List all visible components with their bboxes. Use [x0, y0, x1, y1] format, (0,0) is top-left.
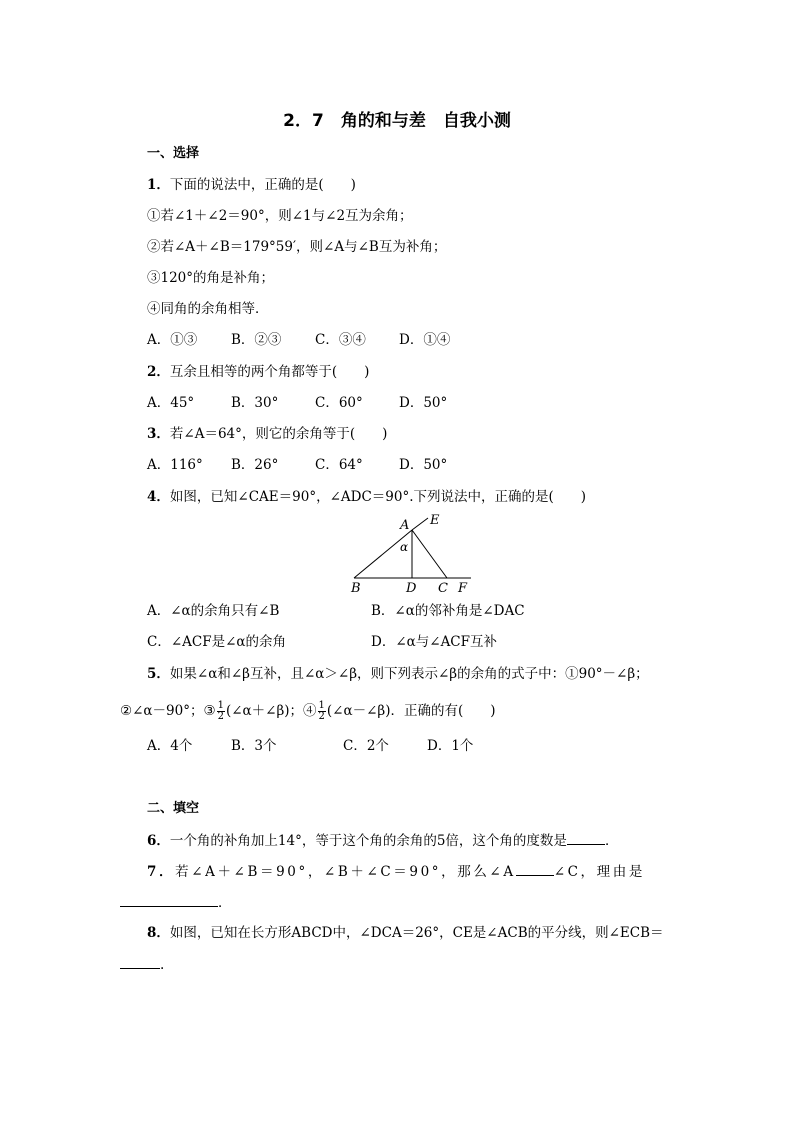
page-title: 2．7 角的和与差 自我小测 [283, 111, 511, 131]
question-number: 6． [147, 833, 170, 849]
question-6 [147, 830, 618, 851]
statement-3: ③120°的角是补角； [147, 270, 275, 286]
label-b: B [351, 581, 361, 596]
question-number: 7． [147, 864, 176, 880]
label-e: E [430, 513, 440, 528]
option-c[interactable]: C．64° [315, 457, 363, 473]
question-text: 如图，已知在长方形ABCD中，∠DCA＝26°，CE是∠ACB的平分线，则∠ECB＝ [169, 925, 664, 941]
question-5-options [147, 736, 473, 756]
statement-2: ②若∠A＋∠B＝179°59′，则∠A与∠B互为补角； [147, 239, 447, 255]
option-b[interactable]: B．∠α的邻补角是∠DAC [371, 603, 525, 619]
question-2-stem [147, 362, 369, 382]
question-number: 1． [147, 177, 170, 193]
option-c[interactable]: C．③④ [315, 332, 366, 348]
answer-blank[interactable] [567, 830, 605, 845]
question-8-line-1 [147, 923, 664, 943]
section-choice-heading: 一、选择 [147, 146, 200, 161]
question-2-options [147, 393, 447, 413]
question-text: 若∠A＝64°，则它的余角等于( ) [169, 426, 388, 442]
question-text-middle: ∠C，理由是 [553, 864, 645, 880]
question-4-options-row2 [147, 632, 497, 652]
question-number: 3． [147, 426, 170, 442]
option-b[interactable]: B．26° [231, 457, 279, 473]
question-7-line-2 [120, 892, 232, 913]
line-ce [412, 530, 447, 578]
triangle-figure [340, 508, 480, 598]
label-c: C [438, 581, 448, 596]
question-text: 互余且相等的两个角都等于( ) [169, 364, 370, 380]
option-a[interactable]: A．45° [147, 395, 195, 411]
question-3-options [147, 455, 447, 475]
question-5-stem [147, 664, 649, 684]
fraction-denominator: 2 [318, 711, 325, 722]
question-3-stem [147, 424, 387, 444]
question-text: 如果∠α和∠β互补，且∠α＞∠β，则下列表示∠β的余角的式子中：①90°－∠β； [169, 666, 649, 682]
fraction-numerator: 1 [217, 700, 224, 711]
question-text-end: ． [218, 895, 232, 911]
question-1-stem [147, 175, 356, 195]
question-number: 4． [147, 489, 170, 505]
label-d: D [406, 581, 417, 596]
label-a: A [400, 518, 410, 533]
question-7-line-1 [147, 861, 645, 882]
question-number: 2． [147, 364, 170, 380]
line-ab [354, 530, 412, 578]
answer-blank[interactable] [120, 954, 160, 969]
question-text-end: ． [604, 833, 619, 849]
option-d[interactable]: D．50° [399, 395, 448, 411]
label-alpha: α [400, 540, 409, 554]
label-f: F [458, 581, 468, 596]
option-c[interactable]: C．2个 [343, 738, 389, 754]
statement-1: ①若∠1＋∠2＝90°，则∠1与∠2互为余角； [147, 208, 413, 224]
question-1-options [147, 330, 450, 350]
question-text: 一个角的补角加上14°，等于这个角的余角的5倍，这个角的度数是 [169, 833, 567, 849]
question-text: 若∠A＋∠B＝90°，∠B＋∠C＝90°，那么∠A [175, 864, 516, 880]
fraction-numerator: 1 [318, 700, 325, 711]
option-c[interactable]: C．∠ACF是∠α的余角 [147, 634, 287, 650]
question-text-end: . [160, 957, 165, 973]
option-a[interactable]: A．∠α的余角只有∠B [147, 603, 280, 619]
question-4-stem [147, 487, 586, 507]
question-8-line-2 [120, 954, 164, 975]
option-c[interactable]: C．60° [315, 395, 363, 411]
option-d[interactable]: D．1个 [427, 738, 474, 754]
question-4-options-row1 [147, 601, 525, 621]
answer-blank[interactable] [120, 892, 218, 907]
expression-part-3: (∠α－∠β)．正确的有( ) [326, 703, 496, 719]
answer-blank[interactable] [516, 861, 554, 876]
expression-part-1: ②∠α－90°；③ [120, 703, 216, 719]
option-b[interactable]: B．3个 [231, 738, 277, 754]
statement-4: ④同角的余角相等． [147, 301, 269, 317]
option-a[interactable]: A．116° [147, 457, 203, 473]
question-text: 下面的说法中，正确的是( ) [169, 177, 356, 193]
section-fill-heading: 二、填空 [147, 801, 200, 816]
option-b[interactable]: B．30° [231, 395, 279, 411]
fraction-denominator: 2 [217, 711, 224, 722]
option-d[interactable]: D．∠α与∠ACF互补 [371, 634, 498, 650]
option-b[interactable]: B．②③ [231, 332, 282, 348]
option-a[interactable]: A．①③ [147, 332, 198, 348]
question-5-expressions [120, 697, 496, 725]
option-a[interactable]: A．4个 [147, 738, 193, 754]
question-number: 5． [147, 666, 170, 682]
fraction-one-half [318, 701, 326, 722]
line-ae [412, 518, 428, 530]
option-d[interactable]: D．50° [399, 457, 448, 473]
expression-part-2: (∠α＋∠β)；④ [225, 703, 317, 719]
question-number: 8． [147, 925, 170, 941]
option-d[interactable]: D．①④ [399, 332, 451, 348]
fraction-one-half [217, 701, 225, 722]
question-text: 如图，已知∠CAE＝90°，∠ADC＝90°.下列说法中，正确的是( ) [169, 489, 587, 505]
